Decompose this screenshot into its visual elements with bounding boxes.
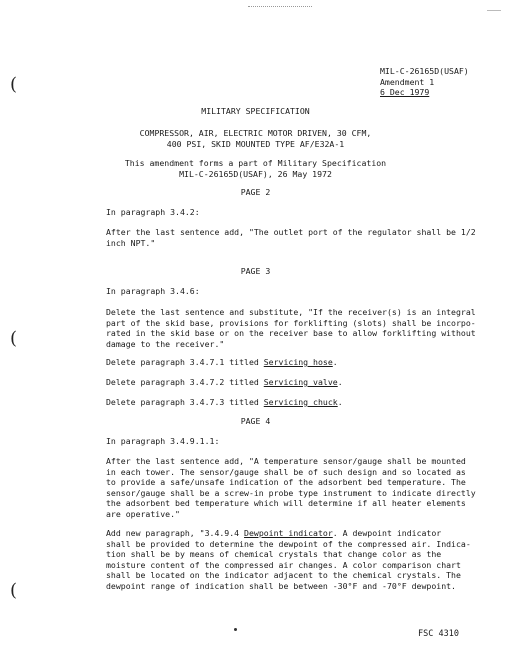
amendment-number: Amendment 1: [380, 76, 435, 87]
page-2-paragraph-ref: In paragraph 3.4.2:: [106, 207, 200, 217]
ink-dot: [234, 628, 237, 631]
page-4-heading: PAGE 4: [240, 416, 271, 426]
spec-label: MILITARY SPECIFICATION: [201, 106, 310, 116]
page-3-paragraph-ref: In paragraph 3.4.6:: [106, 286, 200, 296]
fsc-code: FSC 4310: [418, 629, 459, 639]
margin-mark-top: (: [10, 74, 18, 95]
page-3-heading: PAGE 3: [240, 266, 271, 276]
doc-identifier-block: [380, 66, 469, 98]
doc-number: MIL-C-26165D(USAF): [380, 66, 469, 76]
subject-line-2: 400 PSI, SKID MOUNTED TYPE AF/E32A-1: [166, 139, 345, 149]
subject-line-1: COMPRESSOR, AIR, ELECTRIC MOTOR DRIVEN, 30 CFM,: [139, 128, 372, 138]
page-4-text: After the last sentence add, "A temperature sensor/gauge shall be mounted in each tower. The sensor/gauge shall be of such design and so located as to provide a safe/unsafe indication of the adsorbent bed temperature. The sensor/gauge shall be a screw-in probe type instrument to indicate directly the adsorbent bed temperature which will determine if all heater elements are operative.": [106, 456, 476, 519]
delete-line-servicing-hose: Delete paragraph 3.4.7.1 titled Servicing hose.: [106, 357, 338, 367]
delete-line-servicing-valve: Delete paragraph 3.4.7.2 titled Servicing valve.: [106, 377, 343, 387]
margin-mark-bottom: (: [10, 580, 18, 601]
scan-artifact-top: [248, 6, 312, 9]
page-4-paragraph-ref: In paragraph 3.4.9.1.1:: [106, 436, 220, 446]
page-4-new-paragraph: Add new paragraph, "3.4.9.4 Dewpoint indicator. A dewpoint indicator shall be provided to determine the dewpoint of the compressed air. Indica- tion shall be by means of chemical crystals that change color as the moisture content of the compressed air changes. A color comparison chart shall be located on the indicator adjacent to the chemical crystals. The dewpoint range of indication shall be between -30°F and -70°F dewpoint.: [106, 528, 471, 591]
delete-line-servicing-chuck: Delete paragraph 3.4.7.3 titled Servicing chuck.: [106, 397, 343, 407]
page-2-text: After the last sentence add, "The outlet port of the regulator shall be 1/2 inch NPT.": [106, 227, 476, 248]
margin-mark-middle: (: [10, 328, 18, 349]
amendment-line-1: This amendment forms a part of Military Specification: [124, 158, 387, 168]
page-2-heading: PAGE 2: [240, 187, 271, 197]
amendment-date: 6 Dec 1979: [380, 87, 430, 97]
page-3-text: Delete the last sentence and substitute, "If the receiver(s) is an integral part of the skid base, provisions for forklifting (slots) shall be incorpo- rated in the skid base or on the receiver base to allow forklifting without damage to the receiver.": [106, 307, 476, 349]
amendment-line-2: MIL-C-26165D(USAF), 26 May 1972: [179, 169, 332, 179]
scan-artifact-right: [487, 10, 501, 13]
